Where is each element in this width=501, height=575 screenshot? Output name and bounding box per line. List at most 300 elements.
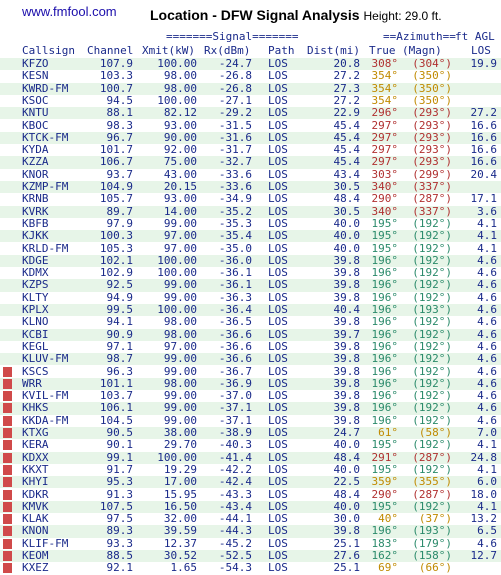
- los-cell: 27.2: [470, 106, 497, 120]
- dist-cell: 48.4: [333, 192, 360, 206]
- rx-cell: -36.6: [218, 327, 252, 341]
- xmit-cell: 100.00: [157, 266, 197, 280]
- path-cell: LOS: [268, 549, 288, 562]
- azimuth-true-cell: 196°: [371, 413, 398, 427]
- rx-cell: -36.5: [218, 315, 252, 329]
- los-cell: 6.0: [477, 475, 497, 489]
- path-cell: LOS: [268, 69, 288, 83]
- azimuth-magn-cell: (192°): [412, 401, 452, 415]
- azimuth-magn-cell: (37°): [418, 512, 452, 526]
- azimuth-true-cell: 354°: [371, 93, 398, 107]
- azimuth-magn-cell: (193°): [412, 303, 452, 316]
- callsign-cell: KBOC: [22, 118, 49, 132]
- path-cell: LOS: [268, 327, 288, 341]
- callsign-cell: KDGE: [22, 253, 49, 267]
- channel-cell: 94.1: [106, 315, 133, 329]
- xmit-cell: 99.00: [163, 389, 197, 403]
- xmit-cell: 100.00: [157, 450, 197, 464]
- antenna-height: Height: 29.0 ft.: [363, 9, 442, 23]
- rx-cell: -29.2: [218, 106, 252, 120]
- xmit-cell: 20.15: [163, 180, 197, 193]
- azimuth-magn-cell: (350°): [412, 69, 452, 83]
- azimuth-magn-cell: (192°): [412, 462, 452, 476]
- xmit-cell: 100.00: [157, 93, 197, 107]
- row-marker-icon[interactable]: [3, 502, 12, 512]
- table-row: [0, 243, 501, 255]
- callsign-cell: KEGL: [22, 339, 49, 353]
- dist-cell: 40.0: [333, 216, 360, 230]
- table-row: [0, 353, 501, 365]
- path-cell: LOS: [268, 315, 288, 329]
- row-marker-icon[interactable]: [3, 465, 12, 475]
- xmit-header: Xmit(kW): [142, 44, 195, 57]
- los-cell: 4.6: [477, 327, 497, 341]
- azimuth-magn-cell: (192°): [412, 413, 452, 427]
- xmit-cell: 75.00: [163, 155, 197, 169]
- path-cell: LOS: [268, 118, 288, 132]
- los-cell: 16.6: [470, 143, 497, 157]
- channel-cell: 99.5: [106, 303, 133, 316]
- rx-cell: -40.3: [218, 438, 252, 452]
- dist-cell: 25.1: [333, 561, 360, 575]
- azimuth-true-cell: 195°: [371, 216, 398, 230]
- channel-cell: 97.5: [106, 512, 133, 526]
- dist-cell: 40.0: [333, 229, 360, 243]
- dist-cell: 22.9: [333, 106, 360, 120]
- rx-cell: -37.1: [218, 401, 252, 415]
- path-cell: LOS: [268, 155, 288, 169]
- rx-cell: -37.0: [218, 389, 252, 403]
- xmit-cell: 90.00: [163, 130, 197, 144]
- path-cell: LOS: [268, 512, 288, 526]
- xmit-cell: 98.00: [163, 376, 197, 390]
- los-cell: 17.1: [470, 192, 497, 206]
- channel-cell: 103.3: [99, 69, 133, 83]
- los-cell: 4.6: [477, 401, 497, 415]
- column-header: [0, 30, 501, 60]
- channel-header: Channel: [87, 44, 134, 57]
- table-row: [0, 316, 501, 328]
- xmit-cell: 98.00: [163, 69, 197, 83]
- xmit-cell: 97.00: [163, 339, 197, 353]
- callsign-cell: KDMX: [22, 266, 49, 280]
- rx-cell: -35.4: [218, 229, 252, 243]
- los-cell: 19.9: [470, 57, 497, 70]
- callsign-cell: KRLD-FM: [22, 241, 69, 255]
- dist-cell: 39.8: [333, 389, 360, 403]
- azimuth-true-cell: 196°: [371, 339, 398, 353]
- rx-cell: -32.7: [218, 155, 252, 169]
- los-cell: 4.6: [477, 364, 497, 378]
- callsign-cell: KJKK: [22, 229, 49, 243]
- dist-cell: 45.4: [333, 143, 360, 157]
- los-cell: 4.1: [477, 241, 497, 255]
- azimuth-true-cell: 297°: [371, 130, 398, 144]
- dist-cell: 43.4: [333, 167, 360, 181]
- row-marker-icon[interactable]: [3, 551, 12, 561]
- xmit-cell: 14.00: [163, 204, 197, 218]
- rx-cell: -34.9: [218, 192, 252, 206]
- row-marker-icon[interactable]: [3, 403, 12, 413]
- azimuth-true-cell: 162°: [371, 549, 398, 562]
- channel-cell: 97.9: [106, 216, 133, 230]
- azimuth-magn-cell: (287°): [412, 450, 452, 464]
- callsign-cell: KNON: [22, 524, 49, 538]
- dist-cell: 40.0: [333, 462, 360, 476]
- rx-cell: -36.9: [218, 376, 252, 390]
- path-cell: LOS: [268, 401, 288, 415]
- azimuth-magn-cell: (287°): [412, 192, 452, 206]
- table-row: [0, 550, 501, 562]
- azimuth-magn-cell: (192°): [412, 315, 452, 329]
- path-cell: LOS: [268, 339, 288, 353]
- azimuth-magn-cell: (193°): [412, 524, 452, 538]
- los-cell: 4.1: [477, 499, 497, 513]
- row-marker-icon[interactable]: [3, 416, 12, 426]
- azimuth-true-cell: 196°: [371, 327, 398, 341]
- dist-cell: 39.8: [333, 413, 360, 427]
- los-cell: 3.6: [477, 204, 497, 218]
- los-cell: 4.1: [477, 216, 497, 230]
- los-cell: 4.6: [477, 290, 497, 304]
- los-cell: 4.6: [477, 315, 497, 329]
- table-row: [0, 107, 501, 119]
- xmit-cell: 39.59: [163, 524, 197, 538]
- path-cell: LOS: [268, 229, 288, 243]
- channel-cell: 90.9: [106, 327, 133, 341]
- row-marker-icon[interactable]: [3, 428, 12, 438]
- title-text: Location - DFW Signal Analysis: [150, 7, 360, 23]
- rx-cell: -38.9: [218, 426, 252, 439]
- xmit-cell: 12.37: [163, 536, 197, 550]
- xmit-cell: 100.00: [157, 303, 197, 316]
- rx-cell: -33.6: [218, 180, 252, 193]
- rx-cell: -41.4: [218, 450, 252, 464]
- xmit-cell: 19.29: [163, 462, 197, 476]
- agl-group-header: ft AGL: [455, 30, 495, 43]
- rx-cell: -24.7: [218, 57, 252, 70]
- row-marker-icon[interactable]: [3, 391, 12, 401]
- azimuth-true-cell: 195°: [371, 462, 398, 476]
- channel-cell: 89.3: [106, 524, 133, 538]
- xmit-cell: 17.00: [163, 475, 197, 489]
- rx-cell: -54.3: [218, 561, 252, 575]
- rx-cell: -35.2: [218, 204, 252, 218]
- path-cell: LOS: [268, 216, 288, 230]
- path-cell: LOS: [268, 389, 288, 403]
- dist-cell: 39.8: [333, 401, 360, 415]
- azimuth-true-cell: 195°: [371, 438, 398, 452]
- azimuth-true-cell: 303°: [371, 167, 398, 181]
- path-cell: LOS: [268, 536, 288, 550]
- row-marker-icon[interactable]: [3, 440, 12, 450]
- row-marker-icon[interactable]: [3, 563, 12, 573]
- rx-cell: -35.0: [218, 241, 252, 255]
- path-cell: LOS: [268, 57, 288, 70]
- los-cell: 4.6: [477, 389, 497, 403]
- path-cell: LOS: [268, 290, 288, 304]
- table-row: [0, 402, 501, 414]
- callsign-cell: KDKR: [22, 487, 49, 501]
- site-link[interactable]: www.fmfool.com: [22, 4, 117, 19]
- path-cell: LOS: [268, 499, 288, 513]
- path-header: Path: [268, 44, 295, 57]
- azimuth-true-cell: 196°: [371, 290, 398, 304]
- rx-cell: -36.6: [218, 339, 252, 353]
- table-row: [0, 70, 501, 82]
- row-marker-icon[interactable]: [3, 514, 12, 524]
- rx-cell: -42.2: [218, 462, 252, 476]
- dist-cell: 40.0: [333, 241, 360, 255]
- xmit-cell: 99.00: [163, 413, 197, 427]
- dist-cell: 27.3: [333, 81, 360, 95]
- callsign-cell: KZPS: [22, 278, 49, 292]
- azimuth-magn-cell: (192°): [412, 278, 452, 292]
- rx-cell: -33.6: [218, 167, 252, 181]
- azimuth-true-cell: 196°: [371, 253, 398, 267]
- callsign-cell: KRNB: [22, 192, 49, 206]
- callsign-cell: KESN: [22, 69, 49, 83]
- dist-cell: 39.8: [333, 524, 360, 538]
- los-cell: 4.6: [477, 413, 497, 427]
- dist-cell: 39.7: [333, 327, 360, 341]
- azimuth-magn-cell: (192°): [412, 290, 452, 304]
- rx-header: Rx(dBm): [204, 44, 251, 57]
- page-title: [150, 7, 442, 23]
- xmit-cell: 98.00: [163, 315, 197, 329]
- los-cell: 4.6: [477, 352, 497, 366]
- azimuth-true-cell: 296°: [371, 106, 398, 120]
- los-cell: 7.0: [477, 426, 497, 439]
- dist-cell: 25.1: [333, 536, 360, 550]
- callsign-cell: KVIL-FM: [22, 389, 69, 403]
- rx-cell: -26.8: [218, 69, 252, 83]
- path-cell: LOS: [268, 475, 288, 489]
- azimuth-true-cell: 290°: [371, 487, 398, 501]
- azimuth-magn-cell: (350°): [412, 93, 452, 107]
- azimuth-magn-cell: (337°): [412, 180, 452, 193]
- dist-cell: 39.8: [333, 339, 360, 353]
- dist-cell: 39.8: [333, 253, 360, 267]
- channel-cell: 101.1: [99, 376, 133, 390]
- azimuth-magn-cell: (192°): [412, 241, 452, 255]
- callsign-cell: KVRK: [22, 204, 49, 218]
- azimuth-true-cell: 196°: [371, 401, 398, 415]
- path-cell: LOS: [268, 192, 288, 206]
- channel-cell: 103.7: [99, 389, 133, 403]
- channel-cell: 102.9: [99, 266, 133, 280]
- dist-cell: 39.8: [333, 352, 360, 366]
- rx-cell: -36.7: [218, 364, 252, 378]
- table-row: [0, 279, 501, 291]
- row-marker-icon[interactable]: [3, 367, 12, 377]
- azimuth-magn-cell: (192°): [412, 376, 452, 390]
- dist-cell: 48.4: [333, 487, 360, 501]
- dist-cell: 45.4: [333, 118, 360, 132]
- channel-cell: 94.5: [106, 93, 133, 107]
- rx-cell: -36.1: [218, 266, 252, 280]
- table-row: [0, 156, 501, 168]
- dist-cell: 39.8: [333, 266, 360, 280]
- dist-header: Dist(mi): [307, 44, 360, 57]
- path-cell: LOS: [268, 376, 288, 390]
- row-marker-icon[interactable]: [3, 477, 12, 487]
- row-marker-icon[interactable]: [3, 379, 12, 389]
- row-marker-icon[interactable]: [3, 539, 12, 549]
- xmit-cell: 99.00: [163, 352, 197, 366]
- callsign-cell: KPLX: [22, 303, 49, 316]
- los-cell: 20.4: [470, 167, 497, 181]
- xmit-cell: 43.00: [163, 167, 197, 181]
- rx-cell: -44.3: [218, 524, 252, 538]
- azimuth-true-cell: 354°: [371, 81, 398, 95]
- path-cell: LOS: [268, 143, 288, 157]
- channel-cell: 104.5: [99, 413, 133, 427]
- azimuth-true-cell: 69°: [378, 561, 398, 575]
- azimuth-magn-cell: (293°): [412, 143, 452, 157]
- callsign-cell: KXEZ: [22, 561, 49, 575]
- azimuth-true-cell: 297°: [371, 118, 398, 132]
- los-cell: 13.2: [470, 512, 497, 526]
- path-cell: LOS: [268, 364, 288, 378]
- callsign-cell: KLIF-FM: [22, 536, 69, 550]
- callsign-cell: KLAK: [22, 512, 49, 526]
- azimuth-true-cell: 291°: [371, 450, 398, 464]
- magn-header: (Magn): [402, 44, 442, 57]
- table-row: [0, 120, 501, 132]
- azimuth-magn-cell: (192°): [412, 438, 452, 452]
- channel-cell: 91.3: [106, 487, 133, 501]
- channel-cell: 106.7: [99, 155, 133, 169]
- azimuth-true-cell: 297°: [371, 155, 398, 169]
- callsign-cell: KZZA: [22, 155, 49, 169]
- azimuth-magn-cell: (293°): [412, 106, 452, 120]
- dist-cell: 27.2: [333, 93, 360, 107]
- dist-cell: 39.8: [333, 315, 360, 329]
- rx-cell: -36.1: [218, 278, 252, 292]
- azimuth-true-cell: 196°: [371, 315, 398, 329]
- path-cell: LOS: [268, 524, 288, 538]
- dist-cell: 39.8: [333, 364, 360, 378]
- callsign-header: Callsign: [22, 44, 75, 57]
- rx-cell: -31.6: [218, 130, 252, 144]
- dist-cell: 45.4: [333, 130, 360, 144]
- azimuth-magn-cell: (192°): [412, 266, 452, 280]
- azimuth-true-cell: 196°: [371, 376, 398, 390]
- table-row: [0, 476, 501, 488]
- rx-cell: -43.4: [218, 499, 252, 513]
- rx-cell: -43.3: [218, 487, 252, 501]
- callsign-cell: WRR: [22, 376, 42, 390]
- azimuth-true-cell: 196°: [371, 389, 398, 403]
- los-cell: 16.6: [470, 118, 497, 132]
- callsign-cell: KFZO: [22, 57, 49, 70]
- channel-cell: 105.3: [99, 241, 133, 255]
- callsign-cell: KCBI: [22, 327, 49, 341]
- xmit-cell: 29.70: [163, 438, 197, 452]
- los-cell: 4.6: [477, 339, 497, 353]
- xmit-cell: 100.00: [157, 253, 197, 267]
- dist-cell: 45.4: [333, 155, 360, 169]
- azimuth-magn-cell: (304°): [412, 57, 452, 70]
- channel-cell: 100.3: [99, 229, 133, 243]
- channel-cell: 94.9: [106, 290, 133, 304]
- xmit-cell: 93.00: [163, 118, 197, 132]
- azimuth-true-cell: 196°: [371, 524, 398, 538]
- xmit-cell: 99.00: [163, 278, 197, 292]
- dist-cell: 30.5: [333, 180, 360, 193]
- los-cell: 4.1: [477, 462, 497, 476]
- channel-cell: 97.1: [106, 339, 133, 353]
- azimuth-true-cell: 61°: [378, 426, 398, 439]
- azimuth-magn-cell: (192°): [412, 389, 452, 403]
- azimuth-true-cell: 340°: [371, 204, 398, 218]
- azimuth-magn-cell: (293°): [412, 155, 452, 169]
- channel-cell: 92.1: [106, 561, 133, 575]
- path-cell: LOS: [268, 426, 288, 439]
- callsign-cell: KKXT: [22, 462, 49, 476]
- azimuth-magn-cell: (299°): [412, 167, 452, 181]
- callsign-cell: KERA: [22, 438, 49, 452]
- table-row: [0, 366, 501, 378]
- xmit-cell: 98.00: [163, 327, 197, 341]
- callsign-cell: KTXG: [22, 426, 49, 439]
- callsign-cell: KMVK: [22, 499, 49, 513]
- azimuth-true-cell: 359°: [371, 475, 398, 489]
- xmit-cell: 38.00: [163, 426, 197, 439]
- channel-cell: 107.5: [99, 499, 133, 513]
- path-cell: LOS: [268, 253, 288, 267]
- channel-cell: 90.1: [106, 438, 133, 452]
- dist-cell: 22.5: [333, 475, 360, 489]
- los-cell: 12.7: [470, 549, 497, 562]
- azimuth-magn-cell: (192°): [412, 352, 452, 366]
- table-row: [0, 525, 501, 537]
- callsign-cell: KTCK-FM: [22, 130, 69, 144]
- azimuth-magn-cell: (66°): [418, 561, 452, 575]
- channel-cell: 104.9: [99, 180, 133, 193]
- callsign-cell: KHKS: [22, 401, 49, 415]
- azimuth-magn-cell: (192°): [412, 499, 452, 513]
- path-cell: LOS: [268, 93, 288, 107]
- true-header: True: [369, 44, 396, 57]
- los-cell: 4.6: [477, 253, 497, 267]
- table-row: [0, 562, 501, 574]
- azimuth-magn-cell: (58°): [418, 426, 452, 439]
- los-cell: 16.6: [470, 130, 497, 144]
- xmit-cell: 16.50: [163, 499, 197, 513]
- xmit-cell: 93.00: [163, 192, 197, 206]
- azimuth-true-cell: 340°: [371, 180, 398, 193]
- row-marker-icon[interactable]: [3, 526, 12, 536]
- dist-cell: 30.0: [333, 512, 360, 526]
- xmit-cell: 99.00: [163, 401, 197, 415]
- azimuth-magn-cell: (179°): [412, 536, 452, 550]
- row-marker-icon[interactable]: [3, 453, 12, 463]
- channel-cell: 96.3: [106, 364, 133, 378]
- channel-cell: 93.7: [106, 167, 133, 181]
- los-cell: 4.6: [477, 376, 497, 390]
- path-cell: LOS: [268, 130, 288, 144]
- row-marker-icon[interactable]: [3, 490, 12, 500]
- table-row: [0, 538, 501, 550]
- channel-cell: 98.7: [106, 352, 133, 366]
- azimuth-magn-cell: (350°): [412, 81, 452, 95]
- los-header: LOS: [471, 44, 491, 57]
- path-cell: LOS: [268, 450, 288, 464]
- dist-cell: 30.5: [333, 204, 360, 218]
- rx-cell: -52.5: [218, 549, 252, 562]
